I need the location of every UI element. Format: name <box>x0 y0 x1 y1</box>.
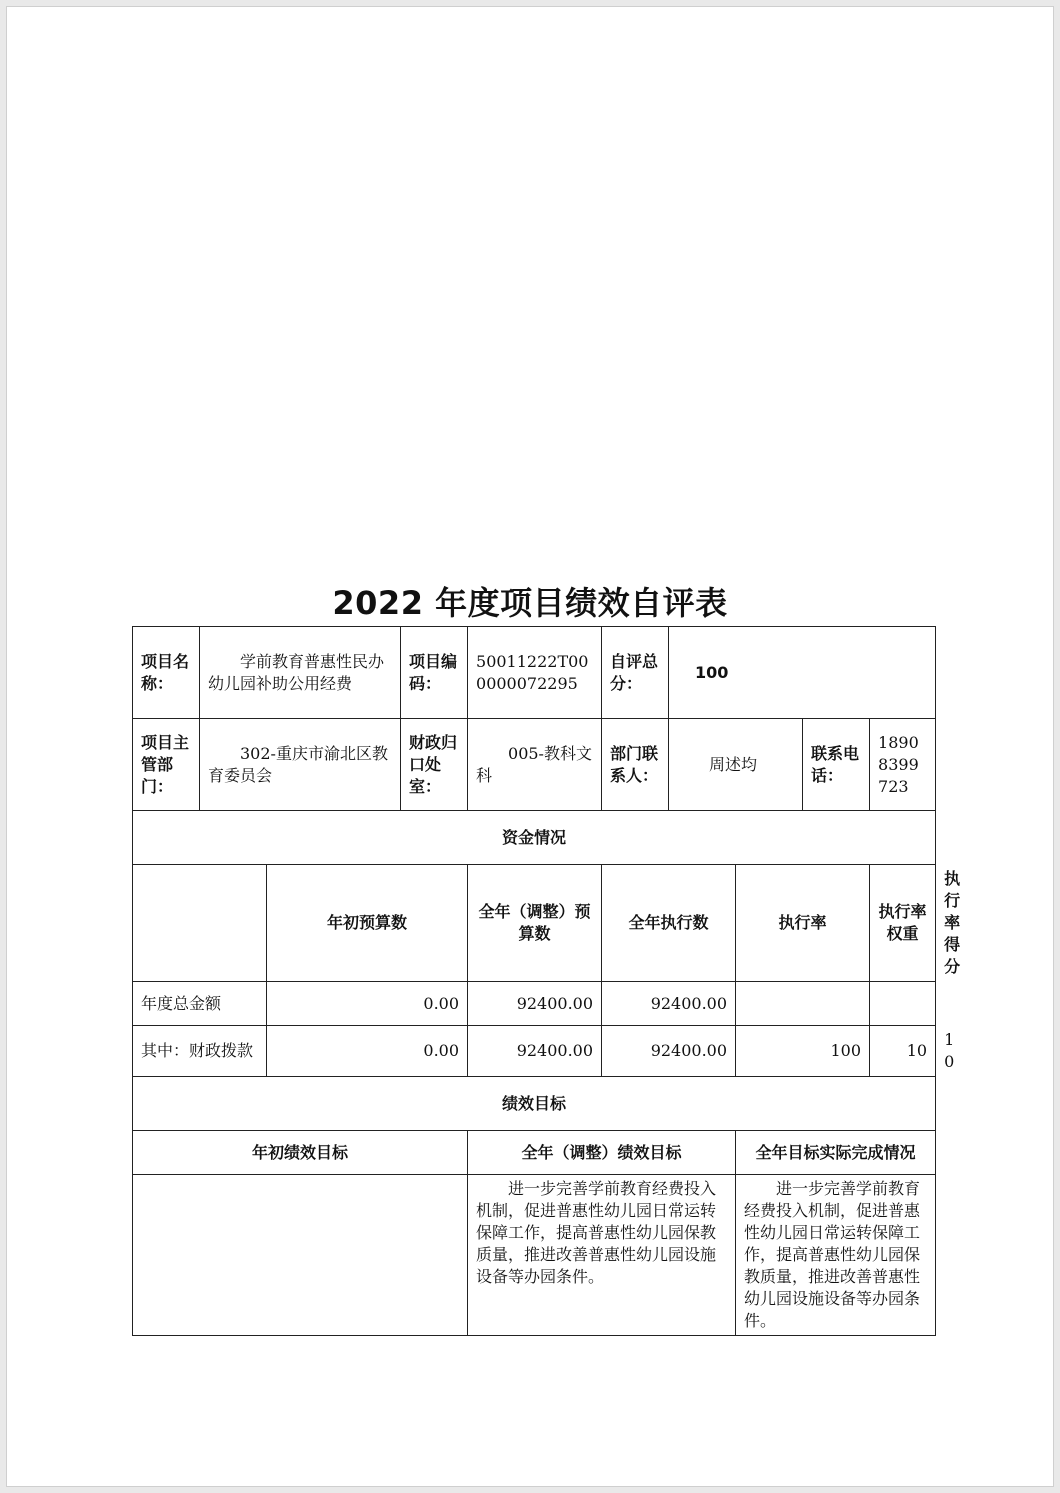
funds-adjusted-budget: 92400.00 <box>468 1026 602 1077</box>
goals-actual-text: 进一步完善学前教育经费投入机制，促进普惠性幼儿园日常运转保障工作，提高普惠性幼儿园保教质量，推进改善普惠性幼儿园设施设备等办园条件。 <box>736 1175 936 1336</box>
goals-content-row <box>133 1175 936 1336</box>
funds-header-weight: 执行率权重 <box>870 865 936 982</box>
goals-header-initial: 年初绩效目标 <box>133 1131 468 1175</box>
funds-header-blank <box>133 865 267 982</box>
contact-value: 周述均 <box>669 719 803 811</box>
funds-row-fiscal <box>133 1026 936 1077</box>
info-row-1 <box>133 627 936 719</box>
contact-label: 部门联系人： <box>602 719 669 811</box>
dept-value: 302-重庆市渝北区教育委员会 <box>200 719 401 811</box>
funds-adjusted-budget: 92400.00 <box>468 982 602 1026</box>
funds-section-row <box>133 811 936 865</box>
funds-header-adjusted-budget: 全年（调整）预算数 <box>468 865 602 982</box>
project-code-value: 50011222T000000072295 <box>468 627 602 719</box>
funds-weight: 10 <box>870 1026 936 1077</box>
funds-row-label: 其中：财政拨款 <box>133 1026 267 1077</box>
funds-exec-rate: 100 <box>736 1026 870 1077</box>
funds-initial-budget: 0.00 <box>267 982 468 1026</box>
finance-office-value: 005-教科文科 <box>468 719 602 811</box>
funds-header-row <box>133 865 936 982</box>
funds-exec-rate <box>736 982 870 1026</box>
funds-row-total <box>133 982 936 1026</box>
dept-label: 项目主管部门： <box>133 719 200 811</box>
funds-row-label: 年度总金额 <box>133 982 267 1026</box>
phone-label: 联系电话： <box>803 719 870 811</box>
goals-initial-text <box>133 1175 468 1336</box>
goals-section-row <box>133 1077 936 1131</box>
goals-section-title: 绩效目标 <box>133 1077 936 1131</box>
goals-header-actual: 全年目标实际完成情况 <box>736 1131 936 1175</box>
self-evaluation-table <box>132 626 936 1336</box>
funds-header-initial-budget: 年初预算数 <box>267 865 468 982</box>
finance-office-label: 财政归口处室： <box>401 719 468 811</box>
page-title: 2022 年度项目绩效自评表 <box>332 584 728 622</box>
funds-weight <box>870 982 936 1026</box>
funds-header-executed: 全年执行数 <box>602 865 736 982</box>
funds-initial-budget: 0.00 <box>267 1026 468 1077</box>
score-label: 自评总分： <box>602 627 669 719</box>
goals-header-row <box>133 1131 936 1175</box>
funds-executed: 92400.00 <box>602 982 736 1026</box>
funds-section-title: 资金情况 <box>133 811 936 865</box>
phone-value: 18908399723 <box>870 719 936 811</box>
funds-executed: 92400.00 <box>602 1026 736 1077</box>
score-value: 100 <box>669 627 936 719</box>
project-name-value: 学前教育普惠性民办幼儿园补助公用经费 <box>200 627 401 719</box>
goals-adjusted-text: 进一步完善学前教育经费投入机制，促进普惠性幼儿园日常运转保障工作，提高普惠性幼儿园保教质量，推进改善普惠性幼儿园设施设备等办园条件。 <box>468 1175 736 1336</box>
info-row-2 <box>133 719 936 811</box>
project-code-label: 项目编码： <box>401 627 468 719</box>
goals-header-adjusted: 全年（调整）绩效目标 <box>468 1131 736 1175</box>
project-name-label: 项目名称： <box>133 627 200 719</box>
funds-header-exec-rate: 执行率 <box>736 865 870 982</box>
